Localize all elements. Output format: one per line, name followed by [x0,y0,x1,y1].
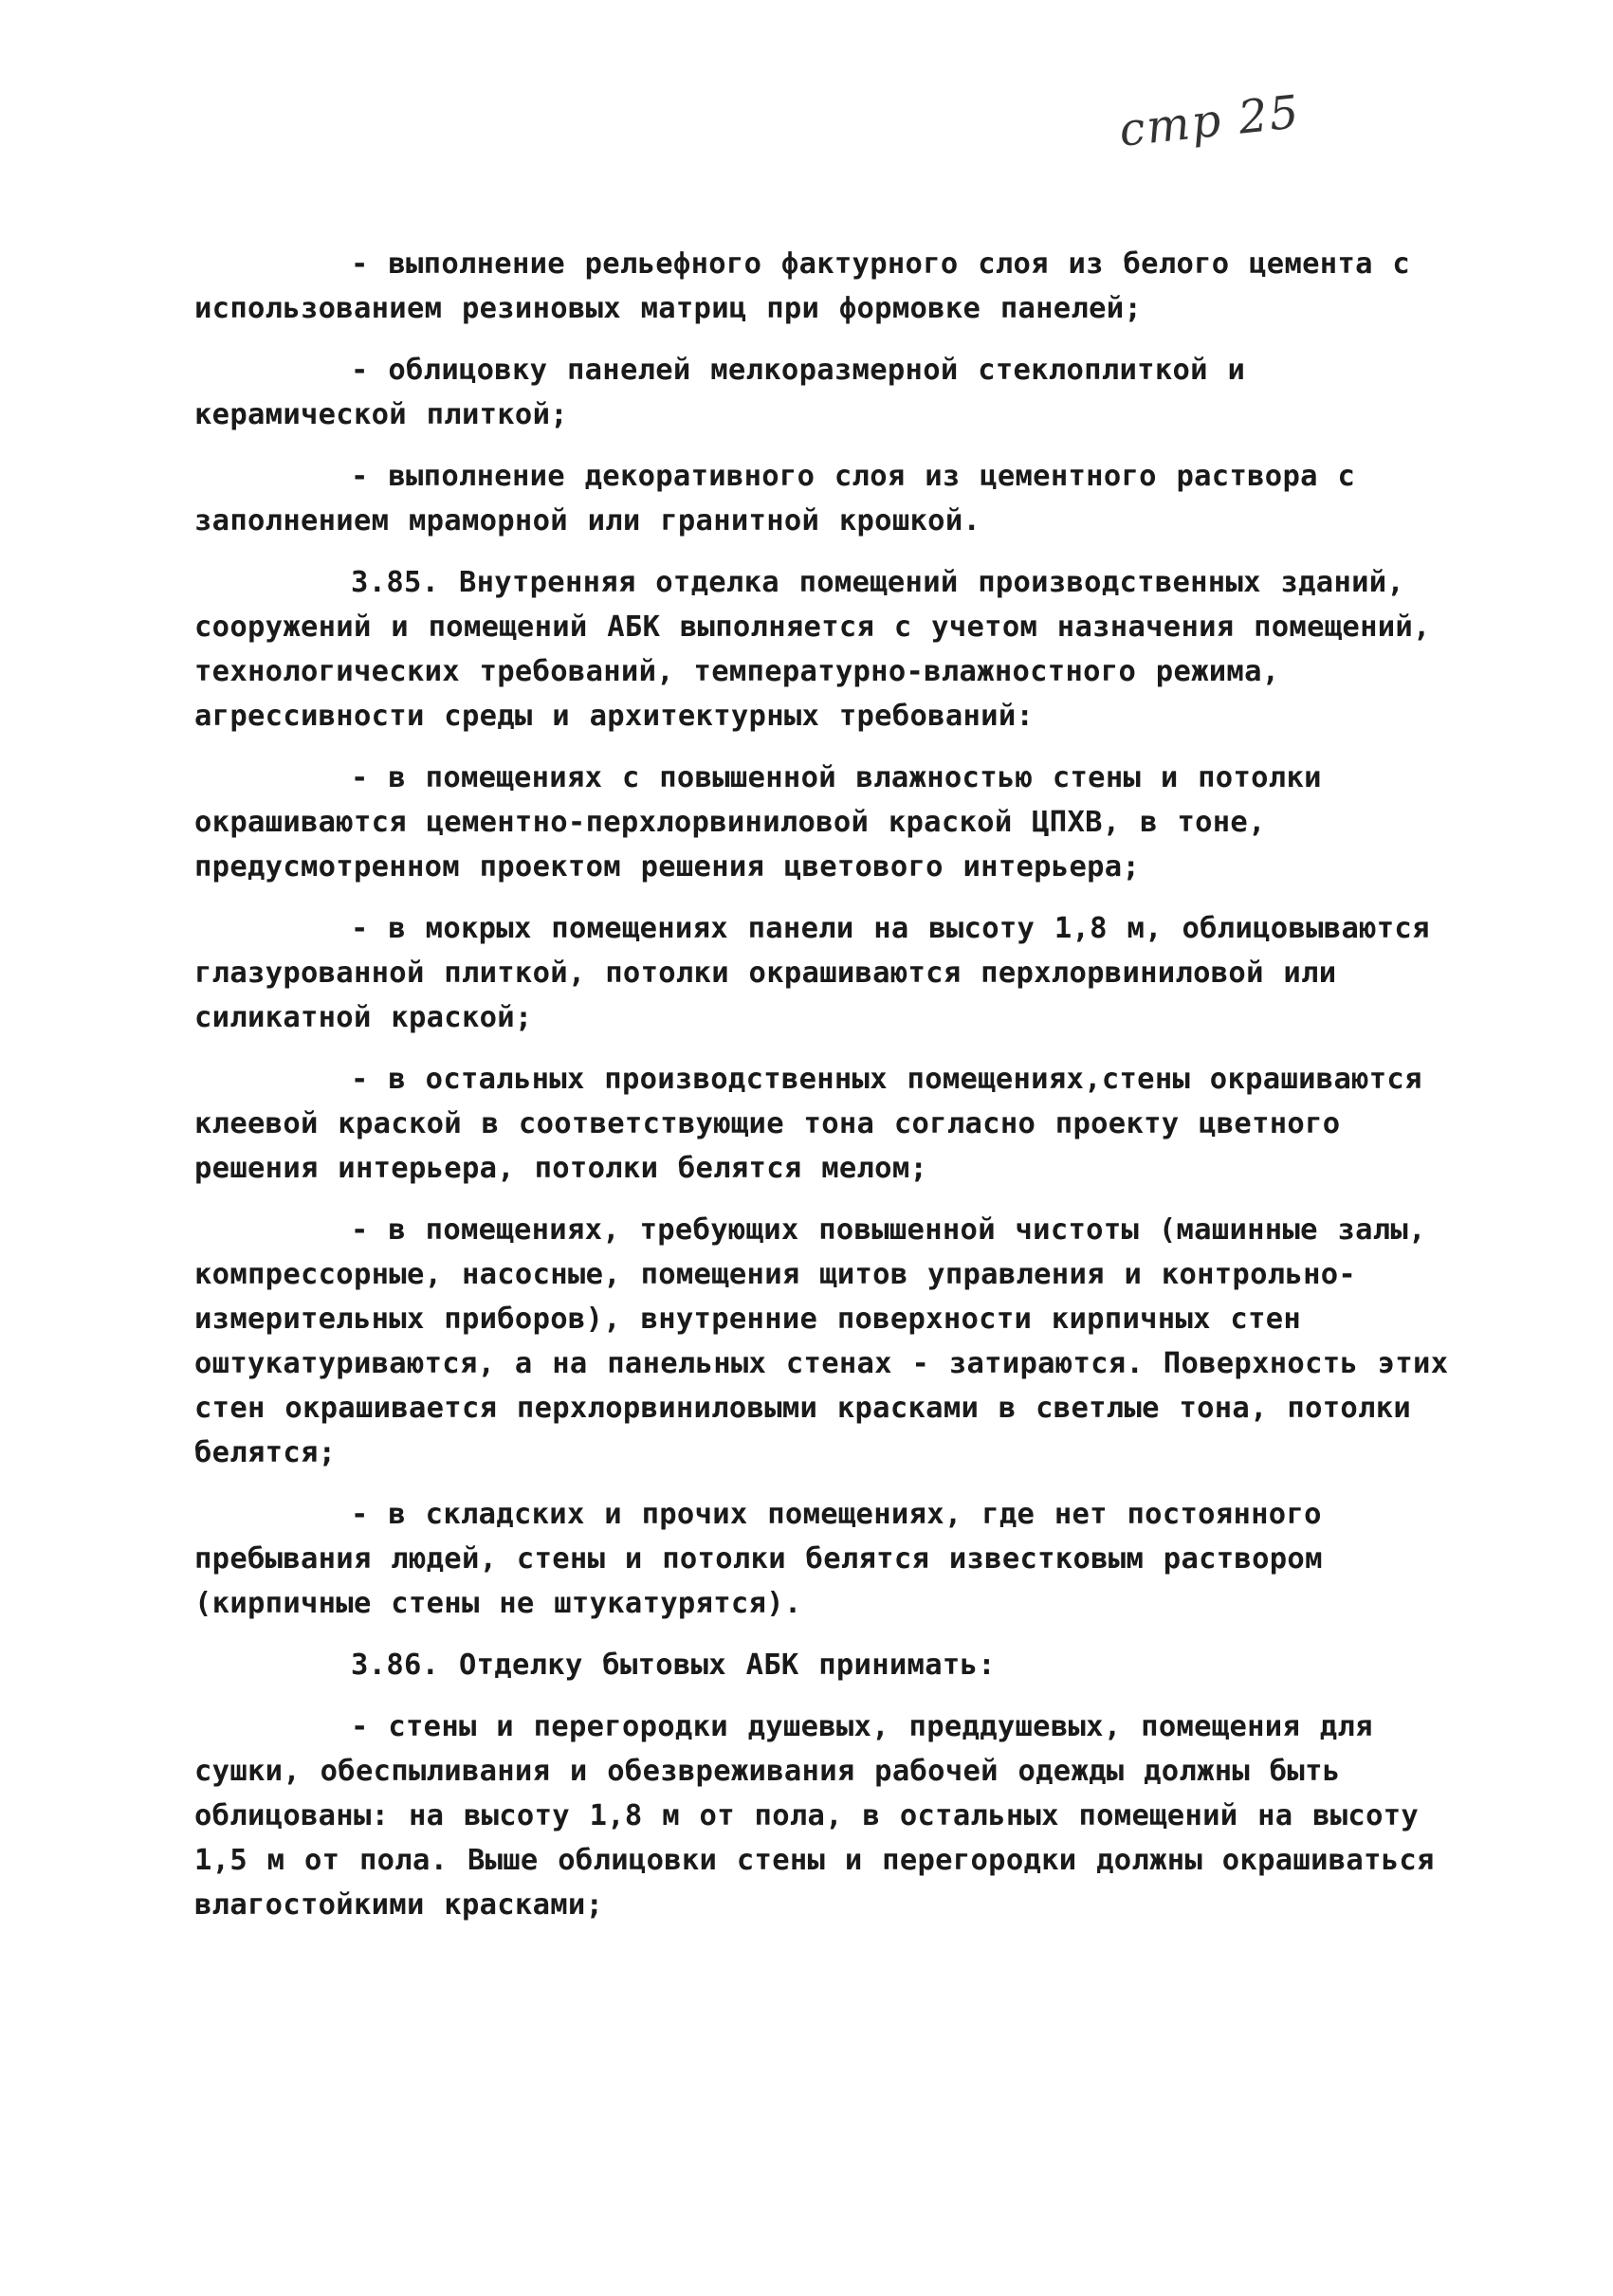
paragraph-section-3-86: 3.86. Отделку бытовых АБК принимать: [351,1649,996,1682]
page-number: стр 25 [1116,85,1303,157]
paragraph-shower-walls: - стены и перегородки душевых, преддушевых, помещения для сушки, обеспыливания и обезвреживания рабочей одежды должны быть облицованы: на высоту 1,8 м от пола, в остальных помещений на высоту 1,5 м от пола. Выше облицовки стены и перегородки должны окрашиваться влагостойкими красками; [194,1710,1435,1922]
document-body [194,242,1475,1944]
paragraph-decorative-layer: - выполнение декоративного слоя из цементного раствора с заполнением мраморной или гранитной крошкой. [194,460,1356,538]
paragraph-relief-layer: - выполнение рельефного фактурного слоя из белого цемента с использованием резиновых матриц при формовке панелей; [194,247,1411,325]
paragraph-wet-rooms: - в мокрых помещениях панели на высоту 1,8 м, облицовываются глазурованной плиткой, потолки окрашиваются перхлорвиниловой или силикатной краской; [194,912,1430,1034]
paragraph-panel-cladding: - облицовку панелей мелкоразмерной стеклоплиткой и керамической плиткой; [194,354,1246,431]
paragraph-humid-rooms: - в помещениях с повышенной влажностью стены и потолки окрашиваются цементно-перхлорвиниловой краской ЦПХВ, в тоне, предусмотренном проектом решения цветового интерьера; [194,761,1322,884]
paragraph-clean-rooms: - в помещениях, требующих повышенной чистоты (машинные залы, компрессорные, насосные, помещения щитов управления и контрольно-измерительных приборов), внутренние поверхности кирпичных стен оштукатуриваются, а на панельных стенах - затираются. Поверхность этих стен окрашивается перхлорвиниловыми красками в светлые тона, потолки белятся; [194,1213,1449,1469]
paragraph-other-production-rooms: - в остальных производственных помещениях,стены окрашиваются клеевой краской в соответствующие тона согласно проекту цветного решения интерьера, потолки белятся мелом; [194,1063,1422,1185]
paragraph-storage-rooms: - в складских и прочих помещениях, где нет постоянного пребывания людей, стены и потолки белятся известковым раствором (кирпичные стены не штукатурятся). [194,1498,1323,1620]
paragraph-section-3-85: 3.85. Внутренняя отделка помещений производственных зданий, сооружений и помещений АБК выполняется с учетом назначения помещений, технологических требований, температурно-влажностного режима, агрессивности среды и архитектурных требований: [194,566,1431,733]
